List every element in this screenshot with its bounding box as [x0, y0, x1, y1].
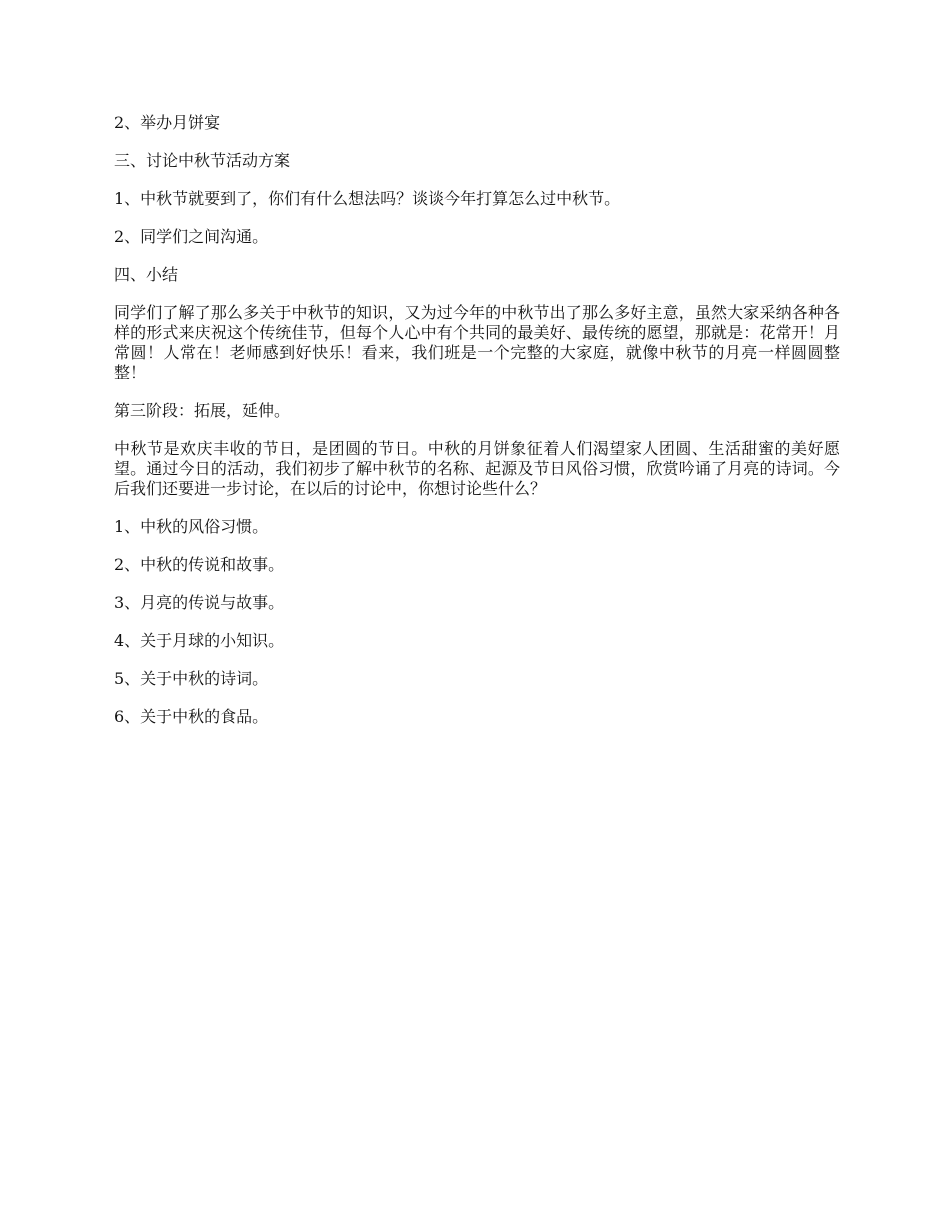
list-item: 1、中秋节就要到了，你们有什么想法吗？谈谈今年打算怎么过中秋节。 — [114, 189, 621, 208]
list-item: 2、举办月饼宴 — [114, 113, 221, 132]
list-item: 2、中秋的传说和故事。 — [114, 555, 285, 574]
list-item: 4、关于月球的小知识。 — [114, 631, 285, 650]
list-item: 1、中秋的风俗习惯。 — [114, 517, 269, 536]
list-item: 2、同学们之间沟通。 — [114, 227, 269, 246]
stage-heading: 第三阶段：拓展，延伸。 — [114, 401, 291, 420]
summary-paragraph: 同学们了解了那么多关于中秋节的知识，又为过今年的中秋节出了那么多好主意，虽然大家采纳各种各样的形式来庆祝这个传统佳节，但每个人心中有个共同的最美好、最传统的愿望，那就是：花常开！月常圆！人常在！老师感到好快乐！看来，我们班是一个完整的大家庭，就像中秋节的月亮一样圆圆整整！ — [114, 303, 840, 382]
document-body — [114, 113, 840, 745]
extension-paragraph: 中秋节是欢庆丰收的节日，是团圆的节日。中秋的月饼象征着人们渴望家人团圆、生活甜蜜的美好愿望。通过今日的活动，我们初步了解中秋节的名称、起源及节日风俗习惯，欣赏吟诵了月亮的诗词。今后我们还要进一步讨论，在以后的讨论中，你想讨论些什么？ — [114, 439, 840, 498]
list-item: 3、月亮的传说与故事。 — [114, 593, 285, 612]
section-heading: 三、讨论中秋节活动方案 — [114, 151, 291, 170]
section-heading: 四、小结 — [114, 265, 179, 284]
list-item: 6、关于中秋的食品。 — [114, 707, 269, 726]
list-item: 5、关于中秋的诗词。 — [114, 669, 269, 688]
